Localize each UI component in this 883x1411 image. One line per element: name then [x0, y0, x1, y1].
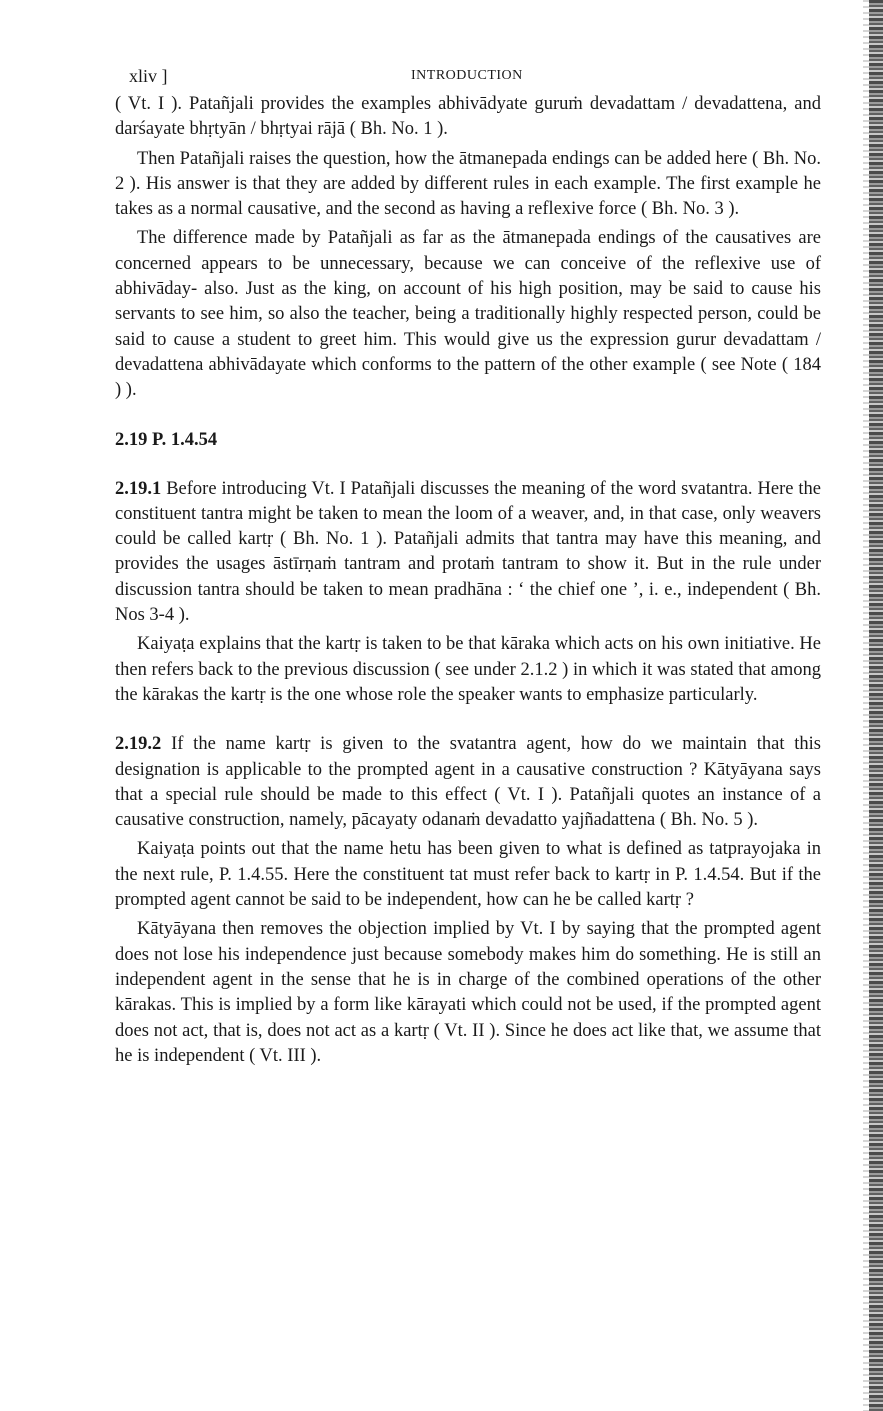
page-header	[115, 60, 821, 92]
subsection-text: If the name kartṛ is given to the svatantra agent, how do we maintain that this designation is applicable to the prompted agent in a causative construction ? Kātyāyana says that a special rule should be made to this effect ( Vt. I ). Patañjali quotes an instance of a causative construction, namely, pācayaty odanaṁ devadatto yajñadattena ( Bh. No. 5 ).	[115, 734, 822, 831]
paragraph: Kātyāyana then removes the objection implied by Vt. I by saying that the prompted agent does not lose his independence just because somebody makes him do something. He is still an independent agent in the sense that he is in charge of the combined operations of the other kārakas. This is implied by a form like kārayati which could not be used, if the prompted agent does not act, that is, does not act as a kartṛ ( Vt. II ). Since he does act like that, we assume that he is independent ( Vt. III ).	[115, 919, 821, 1066]
page-number: xliv ]	[129, 66, 168, 86]
subsection-paragraph	[115, 732, 821, 833]
subsection-text: Before introducing Vt. I Patañjali discusses the meaning of the word svatantra. Here the constituent tantra might be taken to mean the loom of a weaver, and, in that case, only weavers could be called kartṛ ( Bh. No. 1 ). Patañjali admits that tantra may have this meaning, and provides the usages āstīrṇaṁ tantram and protaṁ tantram to show it. But in the rule under discussion tantra should be taken to mean pradhāna : ‘ the chief one ’, i. e., independent ( Bh. Nos 3-4 ).	[115, 478, 821, 626]
section-heading: 2.19 P. 1.4.54	[115, 429, 218, 450]
running-title: INTRODUCTION	[411, 68, 523, 83]
subsection-number: 2.19.2	[115, 734, 162, 755]
book-page	[115, 60, 821, 1069]
paragraph: Then Patañjali raises the question, how the ātmanepada endings can be added here ( Bh. No. 2 ). His answer is that they are added by different rules in each example. The first example he takes as a normal causative, and the second as having a reflexive force ( Bh. No. 3 ).	[115, 148, 821, 220]
subsection-number: 2.19.1	[115, 478, 162, 499]
subsection-paragraph	[115, 477, 821, 629]
paragraph: Kaiyaṭa explains that the kartṛ is taken to be that kāraka which acts on his own initiative. He then refers back to the previous discussion ( see under 2.1.2 ) in which it was stated that among the kārakas the kartṛ is the one whose role the speaker wants to emphasize particularly.	[115, 634, 821, 705]
paragraph: ( Vt. I ). Patañjali provides the examples abhivādyate guruṁ devadattam / devadattena, and darśayate bhṛtyān / bhṛtyai rājā ( Bh. No. 1 ).	[115, 94, 821, 140]
binding-edge	[869, 0, 883, 1411]
paragraph: Kaiyaṭa points out that the name hetu has been given to what is defined as tatprayojaka in the next rule, P. 1.4.55. Here the constituent tat must refer back to kartṛ in P. 1.4.54. But if the prompted agent cannot be said to be independent, how can he be called kartṛ ?	[115, 839, 821, 911]
paragraph: The difference made by Patañjali as far as the ātmanepada endings of the causatives are concerned appears to be unnecessary, because we can conceive of the reflexive use of abhivāday- also. Just as the king, on account of his high position, may be said to cause his servants to see him, so also the teacher, being a traditionally highly respected person, could be said to cause a student to greet him. This would give us the expression gurur devadattam / devadattena abhivādayate which conforms to the pattern of the other example ( see Note ( 184 ) ).	[115, 228, 821, 401]
